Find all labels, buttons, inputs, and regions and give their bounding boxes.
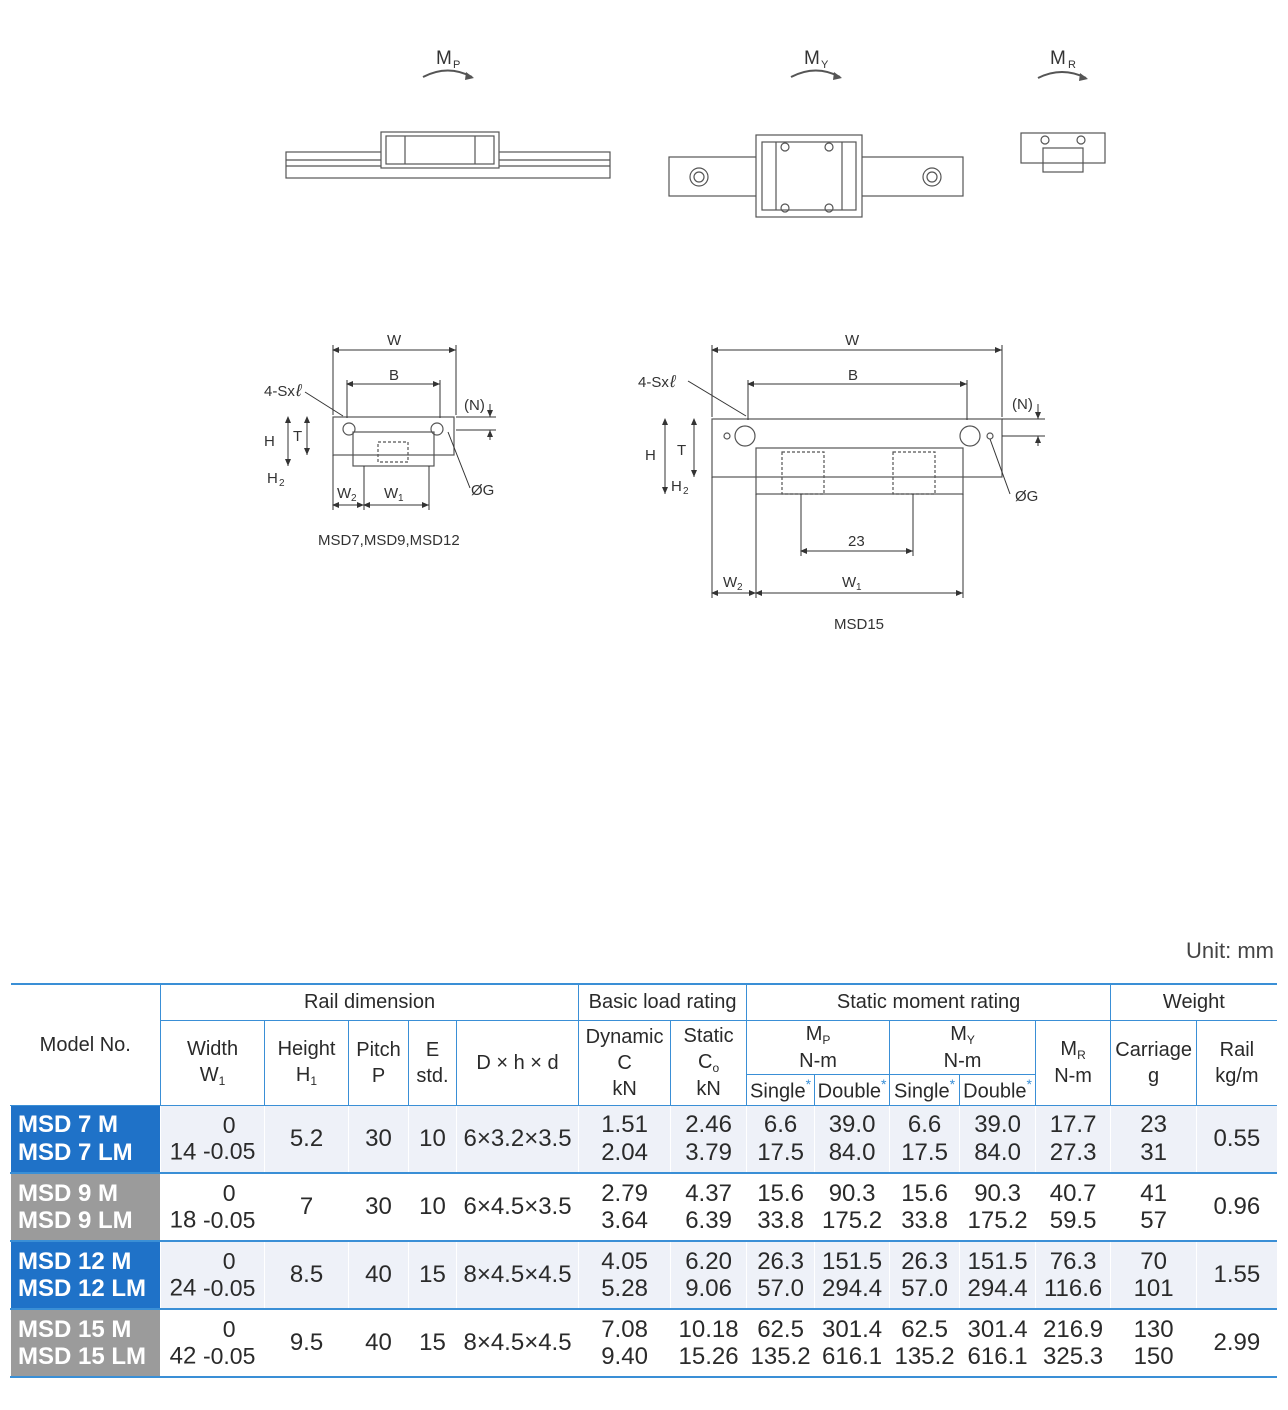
static-header: Static $C_o$ kN	[671, 1020, 747, 1105]
small-section-drawing	[264, 332, 496, 549]
mp-double-cell: 301.4 616.1	[815, 1309, 890, 1377]
moment-mr-label	[1038, 48, 1088, 81]
svg-text:P: P	[453, 59, 461, 71]
my-single-header: Single*	[890, 1075, 960, 1105]
mp-single-cell: 26.3 57.0	[747, 1241, 815, 1309]
height-header: Height $H_1$	[265, 1020, 349, 1105]
model-header: Model No.	[11, 984, 161, 1105]
mr-header: $M_R$ N-m	[1036, 1020, 1111, 1105]
dhd-cell: 8×4.5×4.5	[457, 1309, 579, 1377]
mr-arrow-icon	[1038, 72, 1086, 78]
dhd-cell: 8×4.5×4.5	[457, 1241, 579, 1309]
my-arrow-icon	[791, 71, 840, 78]
rail-weight-cell: 0.55	[1197, 1105, 1277, 1173]
mp-single-cell: 62.5 135.2	[747, 1309, 815, 1377]
large-section-caption: MSD15	[834, 616, 885, 633]
svg-text:2: 2	[683, 486, 689, 497]
small-n-label: (N)	[464, 397, 485, 414]
my-double-header: Double*	[960, 1075, 1036, 1105]
rail-weight-cell: 0.96	[1197, 1173, 1277, 1241]
width-cell: 24 0 -0.05	[161, 1241, 265, 1309]
weight-header: Weight	[1111, 984, 1277, 1020]
spec-table	[10, 983, 1277, 1378]
mp-double-cell: 39.0 84.0	[815, 1105, 890, 1173]
height-cell: 5.2	[265, 1105, 349, 1173]
mp-single-header: Single*	[747, 1075, 815, 1105]
dynamic-cell: 7.08 9.40	[579, 1309, 671, 1377]
svg-text:2: 2	[351, 493, 357, 504]
rail-weight-cell: 2.99	[1197, 1309, 1277, 1377]
width-cell: 14 0 -0.05	[161, 1105, 265, 1173]
rail-weight-cell: 1.55	[1197, 1241, 1277, 1309]
my-single-cell: 62.5 135.2	[890, 1309, 960, 1377]
e-cell: 10	[409, 1173, 457, 1241]
height-cell: 8.5	[265, 1241, 349, 1309]
table-row	[11, 1173, 1277, 1241]
mp-double-cell: 151.5 294.4	[815, 1241, 890, 1309]
large-b-label: B	[848, 367, 859, 384]
large-section-drawing	[638, 332, 1045, 633]
height-cell: 9.5	[265, 1309, 349, 1377]
svg-text:2: 2	[737, 582, 743, 593]
dhd-cell: 6×3.2×3.5	[457, 1105, 579, 1173]
technical-drawings	[0, 0, 1288, 700]
large-h2-label: H	[671, 478, 682, 495]
small-section-caption: MSD7,MSD9,MSD12	[318, 532, 460, 549]
large-w-label: W	[845, 332, 860, 349]
pitch-cell: 30	[349, 1105, 409, 1173]
my-single-cell: 6.6 17.5	[890, 1105, 960, 1173]
my-single-cell: 15.6 33.8	[890, 1173, 960, 1241]
svg-text:1: 1	[398, 493, 404, 504]
mr-cell: 76.3 116.6	[1036, 1241, 1111, 1309]
mp-double-cell: 90.3 175.2	[815, 1173, 890, 1241]
my-double-cell: 151.5 294.4	[960, 1241, 1036, 1309]
mp-single-cell: 15.6 33.8	[747, 1173, 815, 1241]
dynamic-cell: 1.51 2.04	[579, 1105, 671, 1173]
my-double-cell: 90.3 175.2	[960, 1173, 1036, 1241]
small-g-label: ØG	[471, 482, 495, 499]
carriage-weight-cell: 41 57	[1111, 1173, 1197, 1241]
side-view-drawing	[286, 132, 610, 178]
large-n-label: (N)	[1012, 396, 1033, 413]
rail-dimension-header: Rail dimension	[161, 984, 579, 1020]
unit-label: Unit: mm	[1186, 938, 1274, 963]
large-w2-label: W	[723, 574, 738, 591]
my-double-cell: 39.0 84.0	[960, 1105, 1036, 1173]
large-w1-label: W	[842, 574, 857, 591]
width-cell: 18 0 -0.05	[161, 1173, 265, 1241]
static-cell: 2.46 3.79	[671, 1105, 747, 1173]
svg-text:1: 1	[856, 582, 862, 593]
small-h-label: H	[264, 433, 275, 450]
mr-cell: 17.7 27.3	[1036, 1105, 1111, 1173]
large-h-label: H	[645, 447, 656, 464]
mp-double-header: Double*	[815, 1075, 890, 1105]
static-moment-rating-header: Static moment rating	[747, 984, 1111, 1020]
large-g-label: ØG	[1015, 488, 1039, 505]
my-double-cell: 301.4 616.1	[960, 1309, 1036, 1377]
e-cell: 15	[409, 1241, 457, 1309]
small-b-label: B	[389, 367, 400, 384]
pitch-cell: 40	[349, 1309, 409, 1377]
small-sxl-label: 4-Sx	[264, 383, 295, 400]
small-w1-label: W	[384, 485, 399, 502]
svg-text:M: M	[1050, 48, 1066, 69]
model-cell: MSD 7 M MSD 7 LM	[11, 1105, 161, 1173]
svg-text:M: M	[436, 48, 452, 69]
model-cell: MSD 12 M MSD 12 LM	[11, 1241, 161, 1309]
mp-header: $M_P$ N-m	[747, 1020, 890, 1075]
front-view-drawing	[1021, 133, 1105, 172]
dhd-header: D × h × d	[457, 1020, 579, 1105]
pitch-cell: 30	[349, 1173, 409, 1241]
table-row	[11, 1105, 1277, 1173]
svg-text:R: R	[1068, 59, 1076, 71]
width-cell: 42 0 -0.05	[161, 1309, 265, 1377]
small-w2-label: W	[337, 485, 352, 502]
my-header: $M_Y$ N-m	[890, 1020, 1036, 1075]
svg-text:M: M	[804, 48, 820, 69]
static-cell: 6.20 9.06	[671, 1241, 747, 1309]
static-cell: 10.18 15.26	[671, 1309, 747, 1377]
moment-my-label	[791, 48, 842, 80]
moment-mp-label	[423, 48, 474, 80]
top-view-drawing	[669, 135, 963, 217]
model-cell: MSD 9 M MSD 9 LM	[11, 1173, 161, 1241]
large-sxl-label: 4-Sx	[638, 374, 669, 391]
small-t-label: T	[293, 428, 303, 445]
e-std-header: E std.	[409, 1020, 457, 1105]
pitch-header: Pitch P	[349, 1020, 409, 1105]
table-row	[11, 1241, 1277, 1309]
width-header: Width $W_1$	[161, 1020, 265, 1105]
small-w-label: W	[387, 332, 402, 349]
carriage-weight-cell: 23 31	[1111, 1105, 1197, 1173]
dynamic-cell: 4.05 5.28	[579, 1241, 671, 1309]
mp-single-cell: 6.6 17.5	[747, 1105, 815, 1173]
svg-text:Y: Y	[821, 59, 829, 71]
model-cell: MSD 15 M MSD 15 LM	[11, 1309, 161, 1377]
dhd-cell: 6×4.5×3.5	[457, 1173, 579, 1241]
my-single-cell: 26.3 57.0	[890, 1241, 960, 1309]
height-cell: 7	[265, 1173, 349, 1241]
dynamic-cell: 2.79 3.64	[579, 1173, 671, 1241]
mp-arrow-icon	[423, 71, 472, 78]
mr-cell: 40.7 59.5	[1036, 1173, 1111, 1241]
svg-text:ℓ: ℓ	[296, 381, 302, 400]
e-cell: 10	[409, 1105, 457, 1173]
carriage-weight-cell: 130 150	[1111, 1309, 1197, 1377]
dynamic-header: Dynamic C kN	[579, 1020, 671, 1105]
carriage-header: Carriage g	[1111, 1020, 1197, 1105]
rail-weight-header: Rail kg/m	[1197, 1020, 1277, 1105]
large-t-label: T	[677, 442, 687, 459]
static-cell: 4.37 6.39	[671, 1173, 747, 1241]
svg-text:ℓ: ℓ	[670, 372, 676, 391]
mr-cell: 216.9 325.3	[1036, 1309, 1111, 1377]
pitch-cell: 40	[349, 1241, 409, 1309]
small-h2-label: H	[267, 470, 278, 487]
carriage-weight-cell: 70 101	[1111, 1241, 1197, 1309]
basic-load-rating-header: Basic load rating	[579, 984, 747, 1020]
table-row	[11, 1309, 1277, 1377]
large-pitch-label: 23	[848, 533, 865, 550]
svg-text:2: 2	[279, 478, 285, 489]
e-cell: 15	[409, 1309, 457, 1377]
